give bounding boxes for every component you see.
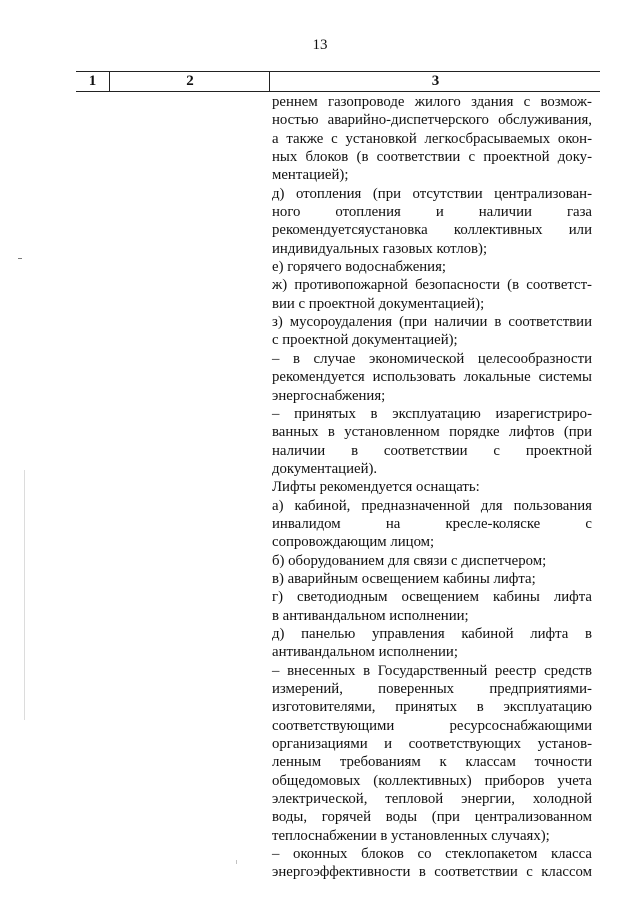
page-number: 13 (312, 37, 328, 53)
text-line: инвалидом на кресле-коляске с (272, 515, 592, 532)
text-line: – принятых в эксплуатацию изарегистриро- (272, 405, 592, 422)
text-line: документацией). (272, 460, 378, 477)
text-line: антивандальном исполнении; (272, 644, 458, 661)
scan-artifact-bottom-mark (236, 860, 237, 864)
text-line: организациями и соответствующих установ- (272, 736, 592, 753)
text-line: ментацией); (272, 167, 349, 184)
text-line: рекомендуетсяустановка коллективных или (272, 222, 592, 239)
text-line: реннем газопроводе жилого здания с возмож- (272, 94, 592, 110)
text-line: измерений, поверенных предприятиями- (272, 681, 592, 697)
text-line: г) светодиодным освещением кабины лифта (272, 589, 592, 606)
text-line: вии с проектной документацией); (272, 295, 485, 312)
column-1-header: 1 (88, 73, 97, 89)
column-3-text (272, 93, 592, 882)
text-line: з) мусороудаления (при наличии в соответствии (272, 314, 592, 331)
table-header (76, 71, 600, 92)
text-line: ванных в установленном порядке лифтов (при (272, 424, 592, 441)
text-line: а также с установкой легкосбрасываемых окон- (272, 130, 592, 147)
text-line: в) аварийным освещением кабины лифта; (272, 570, 536, 587)
text-line: общедомовых (коллективных) приборов учета (272, 772, 592, 789)
text-line: – оконных блоков со стеклопакетом класса (272, 846, 592, 863)
text-line: с проектной документацией); (272, 332, 458, 349)
text-line: наличии в соответствии с проектной (272, 442, 592, 459)
text-line: сопровождающим лицом; (272, 534, 435, 551)
text-line: – внесенных в Государственный реестр средств (272, 662, 592, 679)
text-line: ностью аварийно-диспетчерского обслуживания, (272, 112, 592, 129)
text-line: е) горячего водоснабжения; (272, 259, 447, 276)
text-line: д) отопления (при отсутствии централизован- (272, 185, 592, 202)
scan-artifact-left-line (24, 470, 25, 720)
text-line: а) кабиной, предназначенной для пользования (272, 497, 592, 514)
column-3-header: 3 (269, 72, 601, 91)
text-line: ж) противопожарной безопасности (в соответст- (272, 277, 592, 294)
text-line: б) оборудованием для связи с диспетчером; (272, 552, 547, 569)
scan-artifact-left-tick (18, 258, 22, 259)
text-line: электрической, тепловой энергии, холодной (272, 791, 592, 808)
text-line: соответствующими ресурсоснабжающими (272, 717, 592, 734)
text-line: – в случае экономической целесообразности (272, 350, 592, 367)
text-line: изготовителями, принятых в эксплуатацию (272, 699, 592, 716)
text-line: ных блоков (в соответствии с проектной доку- (272, 149, 592, 166)
text-line: воды, горячей воды (при централизованном (272, 809, 592, 826)
text-line: энергоэффективности в соответствии с классом (272, 864, 592, 881)
text-line: д) панелью управления кабиной лифта в (272, 625, 592, 642)
text-line: ленным требованиям к классам точности (272, 754, 592, 771)
text-line: теплоснабжении в установленных случаях); (272, 827, 550, 844)
text-line: ного отопления и наличии газа (272, 204, 592, 221)
text-line: Лифты рекомендуется оснащать: (272, 479, 480, 496)
text-line: энергоснабжения; (272, 387, 386, 404)
text-line: в антивандальном исполнении; (272, 607, 469, 624)
text-line: рекомендуется использовать локальные системы (272, 369, 592, 386)
column-2-header: 2 (109, 72, 270, 91)
text-line: индивидуальных газовых котлов); (272, 240, 488, 257)
